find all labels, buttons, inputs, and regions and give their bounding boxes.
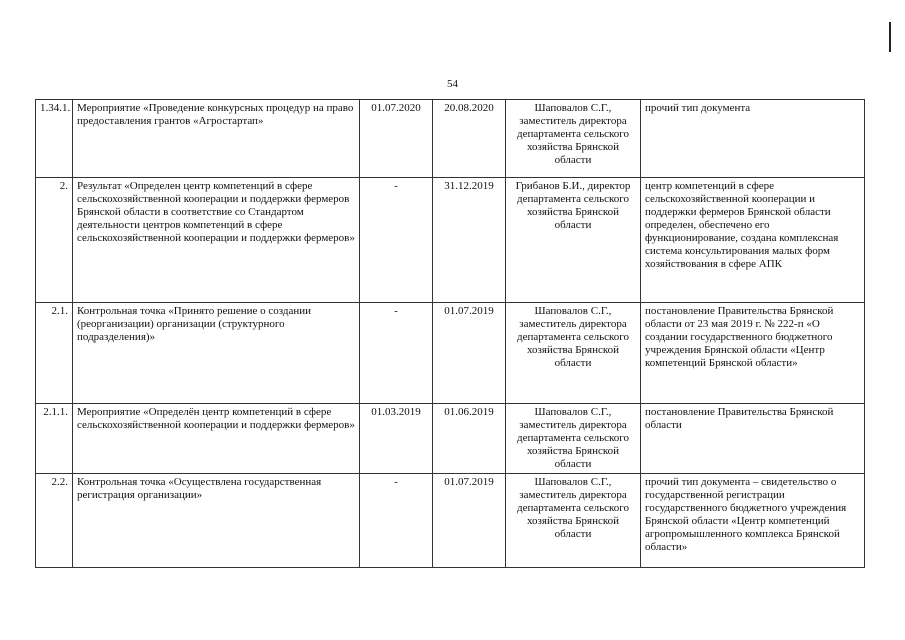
row-document: прочий тип документа [641, 100, 865, 178]
row-end-date: 01.07.2019 [433, 303, 506, 404]
row-name: Мероприятие «Определён центр компетенций в сфере сельскохозяйственной кооперации и поддержки фермеров» [73, 404, 360, 474]
row-responsible: Шаповалов С.Г., заместитель директора департамента сельского хозяйства Брянской области [506, 303, 641, 404]
page-edge-mark [889, 22, 891, 52]
table-row [36, 178, 865, 303]
row-end-date: 20.08.2020 [433, 100, 506, 178]
table-row [36, 404, 865, 474]
row-start-date: 01.07.2020 [360, 100, 433, 178]
row-start-date: - [360, 178, 433, 303]
row-document: постановление Правительства Брянской области от 23 мая 2019 г. № 222-п «О создании государственного бюджетного учреждения Брянской области «Центр компетенций Брянской области» [641, 303, 865, 404]
row-number: 2.2. [36, 474, 73, 568]
row-responsible: Шаповалов С.Г., заместитель директора департамента сельского хозяйства Брянской области [506, 100, 641, 178]
table-row [36, 100, 865, 178]
row-end-date: 01.06.2019 [433, 404, 506, 474]
row-end-date: 01.07.2019 [433, 474, 506, 568]
row-document: центр компетенций в сфере сельскохозяйственной кооперации и поддержки фермеров Брянской области определен, обеспечено его функционирование, создана комплексная система консультирования малых форм хозяйствования в сфере АПК [641, 178, 865, 303]
row-start-date: - [360, 303, 433, 404]
row-start-date: 01.03.2019 [360, 404, 433, 474]
table-row [36, 303, 865, 404]
row-number: 2.1.1. [36, 404, 73, 474]
row-name: Результат «Определен центр компетенций в сфере сельскохозяйственной кооперации и поддержки фермеров Брянской области в соответствие со Стандартом деятельности центров компетенций в сфере сельскохозяйственной кооперации и поддержки фермеров» [73, 178, 360, 303]
row-name: Мероприятие «Проведение конкурсных процедур на право предоставления грантов «Агростартап» [73, 100, 360, 178]
row-number: 1.34.1. [36, 100, 73, 178]
row-responsible: Шаповалов С.Г., заместитель директора департамента сельского хозяйства Брянской области [506, 404, 641, 474]
row-number: 2. [36, 178, 73, 303]
row-document: постановление Правительства Брянской области [641, 404, 865, 474]
row-responsible: Грибанов Б.И., директор департамента сельского хозяйства Брянской области [506, 178, 641, 303]
table-row [36, 474, 865, 568]
row-name: Контрольная точка «Принято решение о создании (реорганизации) организации (структурного подразделения)» [73, 303, 360, 404]
row-document: прочий тип документа – свидетельство о государственной регистрации государственного бюджетного учреждения Брянской области «Центр компетенций агропромышленного комплекса Брянской области» [641, 474, 865, 568]
row-end-date: 31.12.2019 [433, 178, 506, 303]
schedule-table [35, 99, 865, 568]
row-responsible: Шаповалов С.Г., заместитель директора департамента сельского хозяйства Брянской области [506, 474, 641, 568]
row-number: 2.1. [36, 303, 73, 404]
row-name: Контрольная точка «Осуществлена государственная регистрация организации» [73, 474, 360, 568]
page-number: 54 [447, 78, 458, 90]
row-start-date: - [360, 474, 433, 568]
